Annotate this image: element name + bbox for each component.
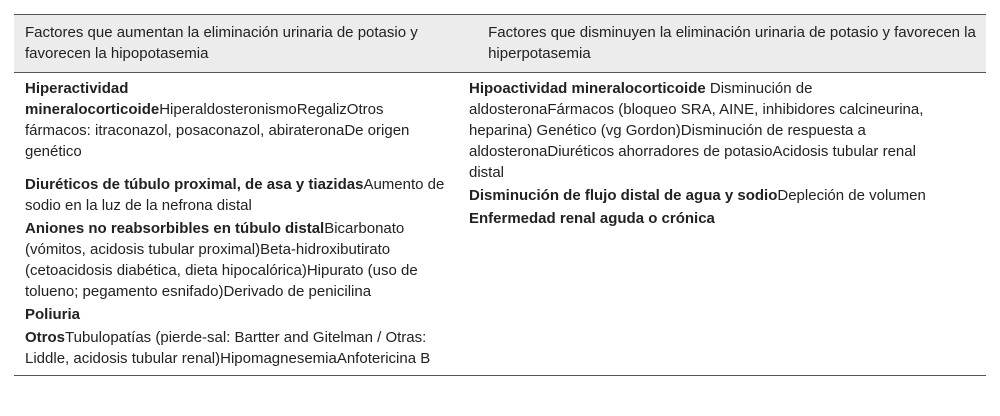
entry-title: Enfermedad renal aguda o crónica xyxy=(469,210,715,227)
right-entry-renal-disease xyxy=(458,208,948,229)
entry-title: Aniones no reabsorbibles en túbulo distal xyxy=(25,220,325,237)
left-column xyxy=(14,78,458,369)
table-body xyxy=(14,73,986,375)
header-right: Factores que disminuyen la eliminación urinaria de potasio y favorecen la hiperpotasemia xyxy=(488,24,976,62)
entry-title: Disminución de flujo distal de agua y sodio xyxy=(469,187,778,204)
entry-text: Bicarbonato (vómitos, acidosis tubular proximal)Beta-hidroxibutirato (cetoacidosis diabética, dieta hipocalórica)Hipurato (uso de tolueno; pegamento esnifado)Derivado de penicilina xyxy=(25,220,418,300)
left-entry-anions xyxy=(14,218,458,302)
entry-title: Poliuria xyxy=(25,306,81,323)
left-entry-others xyxy=(14,327,458,369)
entry-title: Hipoactividad mineralocorticoide xyxy=(469,80,706,97)
left-entry-polyuria xyxy=(14,304,458,325)
table-header xyxy=(14,15,986,73)
left-entry-diuretics xyxy=(14,174,458,216)
right-entry-distal-flow xyxy=(458,185,948,206)
header-left: Factores que aumentan la eliminación urinaria de potasio y favorecen la hipopotasemia xyxy=(25,24,418,62)
entry-text: Aumento de sodio en la luz de la nefrona distal xyxy=(25,176,445,214)
left-entry-mineralocorticoid xyxy=(14,78,458,162)
entry-text: HiperaldosteronismoRegalizOtros fármacos: itraconazol, posaconazol, abirateronaDe origen genético xyxy=(25,101,410,160)
right-column xyxy=(458,78,948,369)
right-entry-mineralocorticoid xyxy=(458,78,948,183)
entry-title: Diuréticos de túbulo proximal, de asa y tiazidas xyxy=(25,176,364,193)
factors-table xyxy=(14,14,986,376)
entry-title: Hiperactividad mineralocorticoide xyxy=(25,80,160,118)
entry-text: Tubulopatías (pierde-sal: Bartter and Gitelman / Otras: Liddle, acidosis tubular renal)HipomagnesemiaAnfotericina B xyxy=(25,329,431,367)
entry-title: Otros xyxy=(25,329,66,346)
entry-text: Depleción de volumen xyxy=(777,187,926,204)
entry-text: Disminución de aldosteronaFármacos (bloqueo SRA, AINE, inhibidores calcineurina, heparina) Genético (vg Gordon)Disminución de respuesta a aldosteronaDiuréticos ahorradores de potasioAcidosis tubular renal distal xyxy=(469,80,924,181)
